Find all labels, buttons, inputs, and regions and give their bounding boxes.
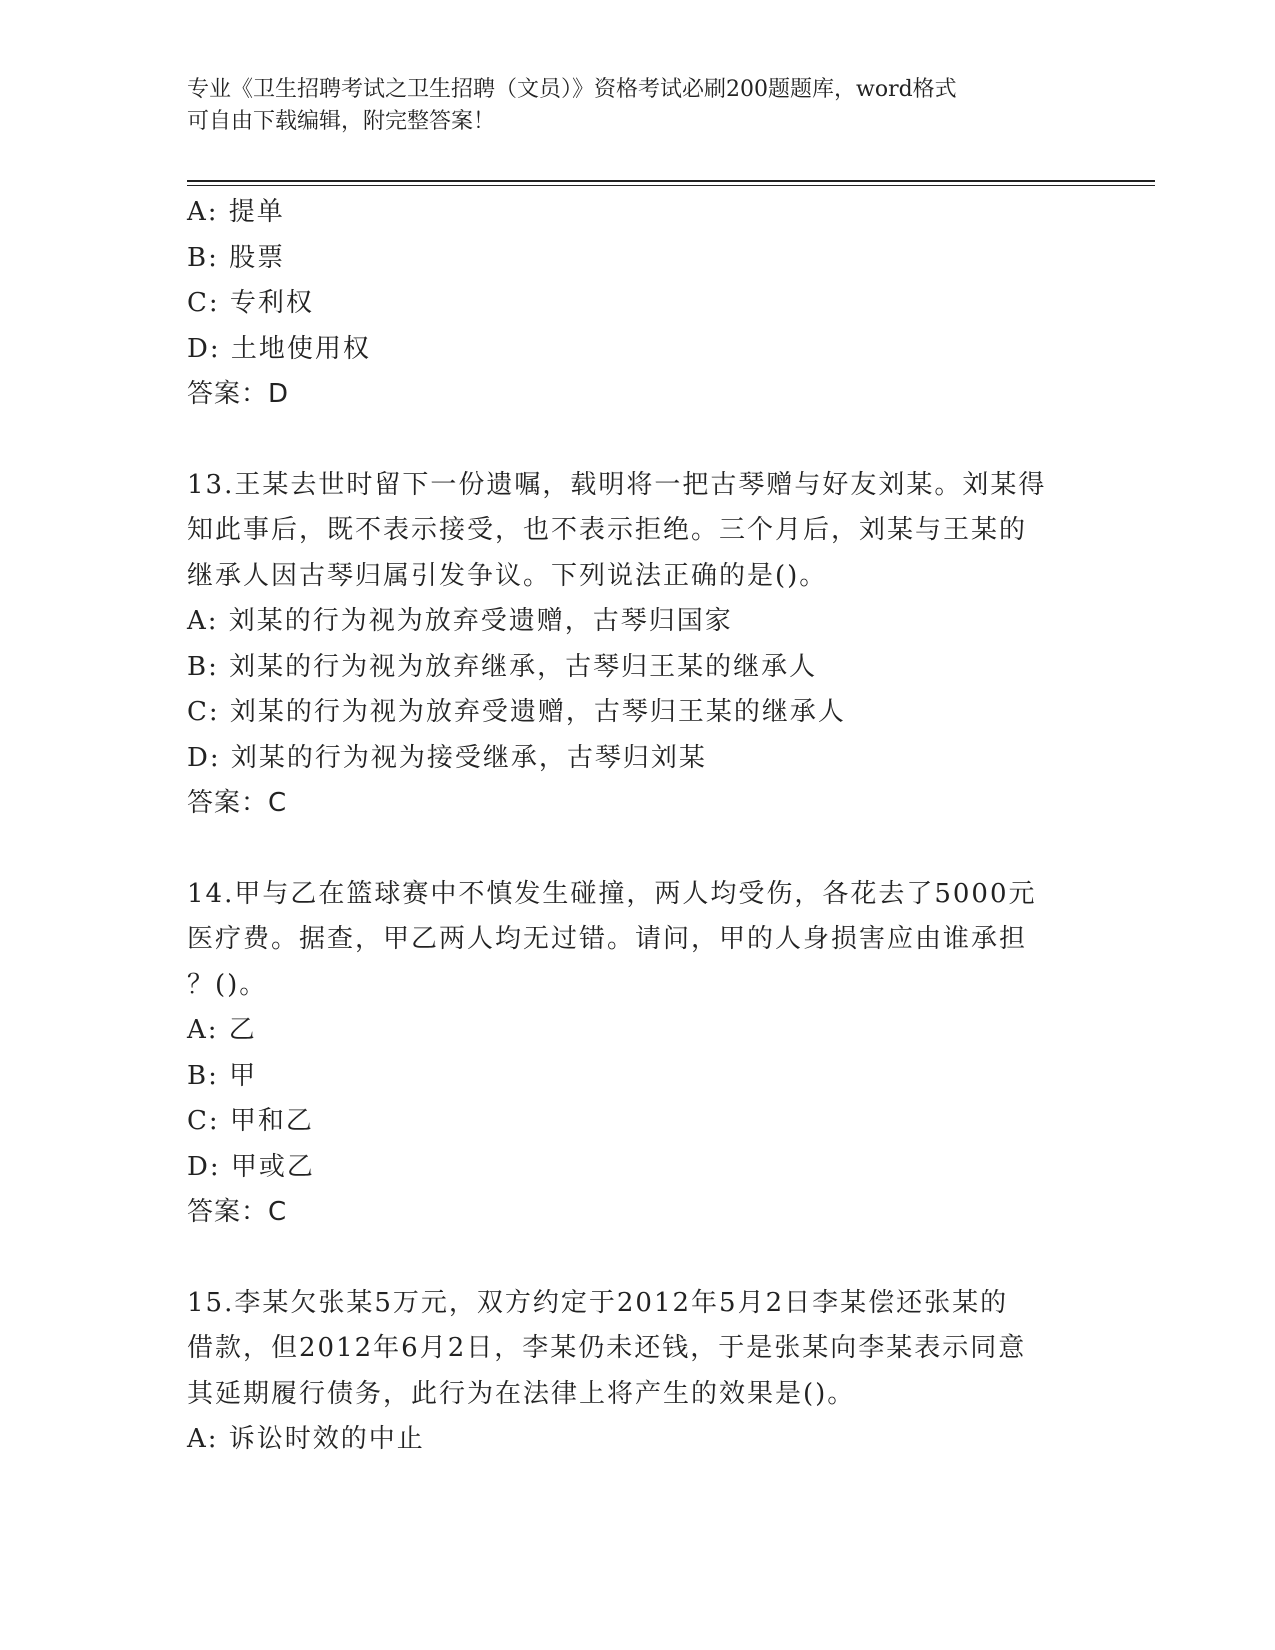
question-13-block: [187, 463, 1087, 827]
question-text-line: 借款，但2012年6月2日，李某仍未还钱，于是张某向李某表示同意: [187, 1333, 1027, 1363]
answer-line: 答案：C: [187, 1197, 288, 1227]
option-c: C: 甲和乙: [187, 1106, 314, 1136]
option-d: D: 刘某的行为视为接受继承，古琴归刘某: [187, 742, 707, 773]
option-a: A: 刘某的行为视为放弃受遗赠，古琴归国家: [187, 606, 733, 636]
header-divider-thick: [187, 180, 1155, 182]
option-c: C: 刘某的行为视为放弃受遗赠，古琴归王某的继承人: [187, 697, 846, 727]
question-text-line: 医疗费。据查，甲乙两人均无过错。请问，甲的人身损害应由谁承担: [187, 924, 1028, 954]
question-text-line: 15.李某欠张某5万元，双方约定于2012年5月2日李某偿还张某的: [187, 1287, 1009, 1318]
question-12-block: [187, 190, 1087, 418]
option-b: B: 甲: [187, 1060, 258, 1091]
answer-line: 答案：C: [187, 788, 288, 818]
question-text-line: 继承人因古琴归属引发争议。下列说法正确的是()。: [187, 560, 828, 591]
option-a: A: 乙: [187, 1015, 257, 1045]
header-line-1: 专业《卫生招聘考试之卫生招聘（文员）》资格考试必刷200题题库，word格式: [187, 77, 957, 102]
document-header: [187, 74, 1067, 138]
option-c: C: 专利权: [187, 288, 314, 318]
option-b: B: 股票: [187, 242, 286, 273]
question-text-line: 13.王某去世时留下一份遗嘱，载明将一把古琴赠与好友刘某。刘某得: [187, 469, 1047, 500]
question-15-block: [187, 1281, 1087, 1463]
header-divider-thin: [187, 185, 1155, 186]
option-a: A: 诉讼时效的中止: [187, 1424, 425, 1454]
question-14-block: [187, 872, 1087, 1236]
answer-line: 答案：D: [187, 379, 290, 409]
question-text-line: 14.甲与乙在篮球赛中不慎发生碰撞，两人均受伤，各花去了5000元: [187, 878, 1037, 909]
option-d: D: 土地使用权: [187, 333, 371, 364]
option-d: D: 甲或乙: [187, 1151, 315, 1182]
option-b: B: 刘某的行为视为放弃继承，古琴归王某的继承人: [187, 651, 818, 682]
header-line-2: 可自由下载编辑，附完整答案！: [187, 109, 496, 134]
option-a: A: 提单: [187, 197, 285, 227]
question-content: [187, 190, 1087, 1463]
question-text-line: 知此事后，既不表示接受，也不表示拒绝。三个月后，刘某与王某的: [187, 515, 1028, 545]
question-text-line: ？()。: [187, 969, 268, 1000]
question-text-line: 其延期履行债务，此行为在法律上将产生的效果是()。: [187, 1378, 856, 1409]
